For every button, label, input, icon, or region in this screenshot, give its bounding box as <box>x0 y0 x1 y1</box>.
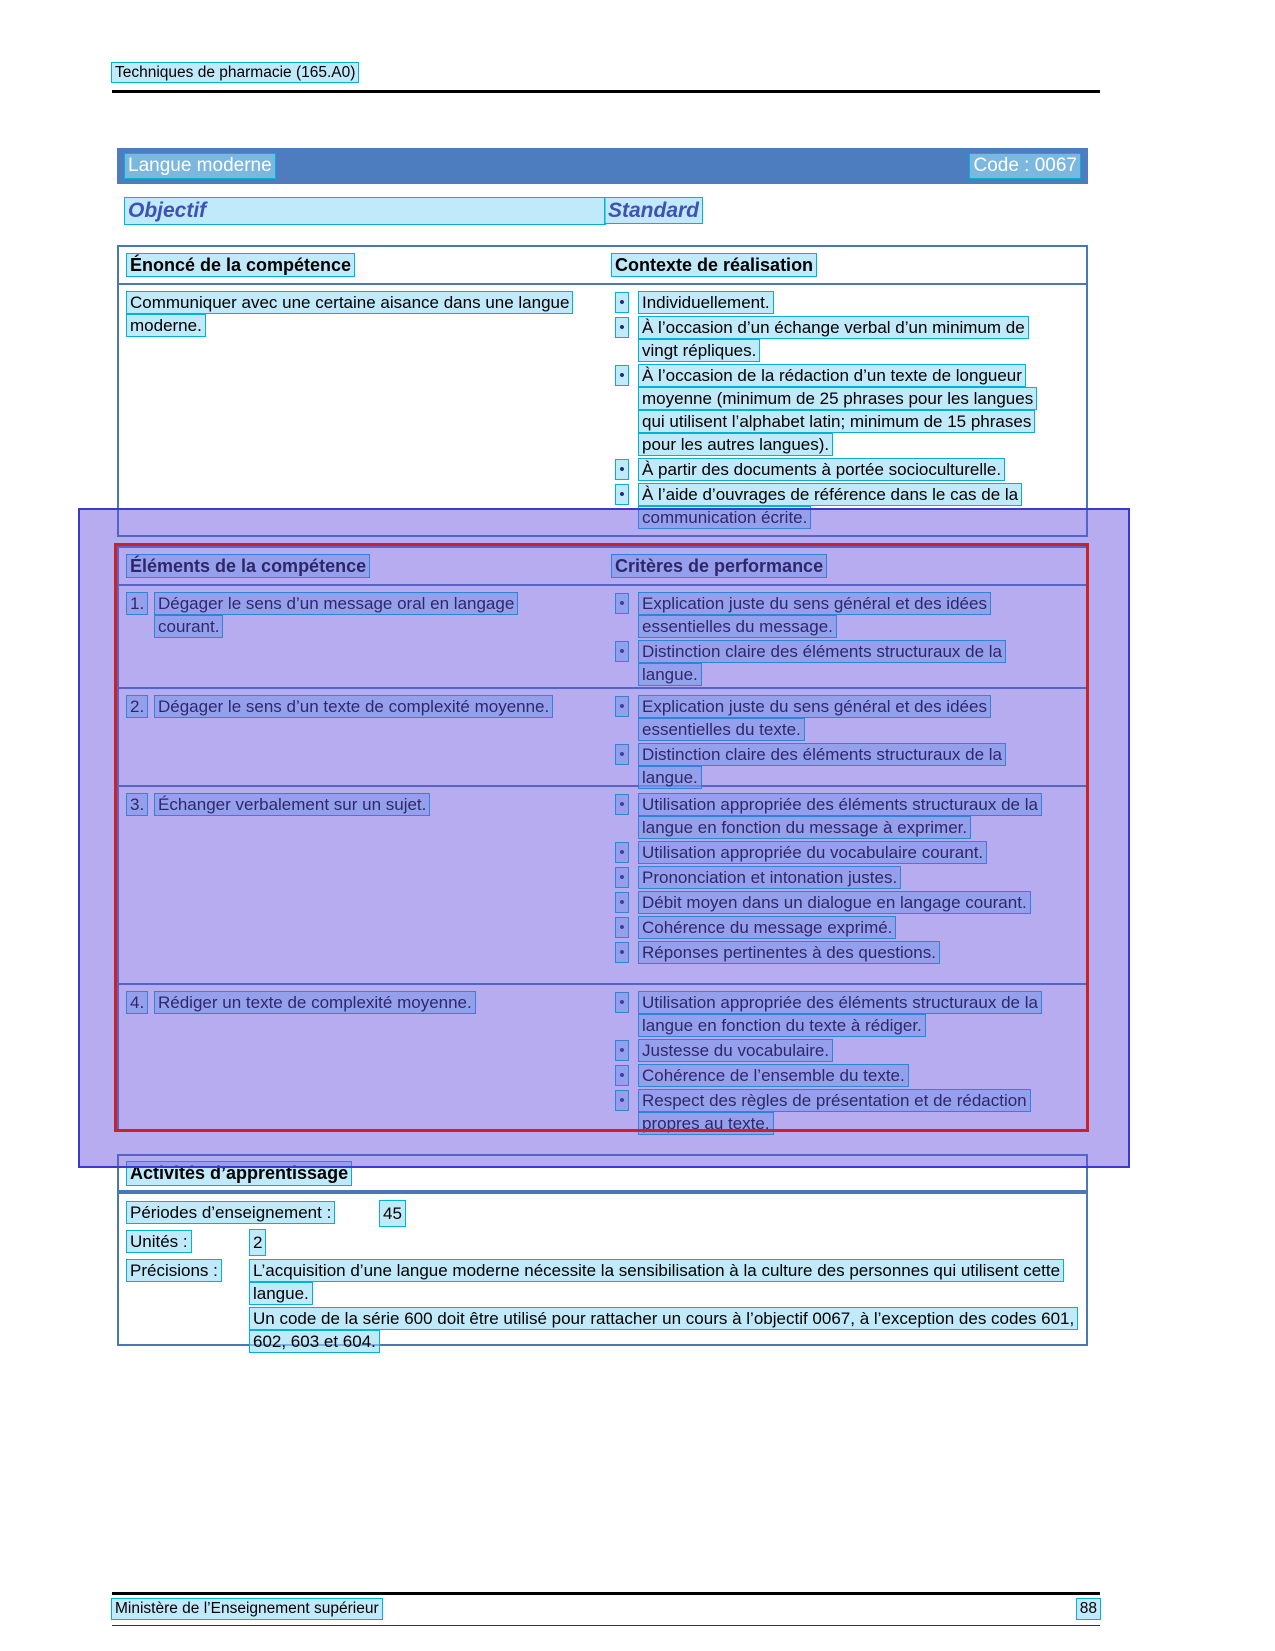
list-item <box>612 743 1080 789</box>
element-cell <box>119 787 612 983</box>
activities-title: Activités d’apprentissage <box>127 1162 351 1185</box>
criteria-item: Utilisation appropriée des éléments structuraux de la langue en fonction du texte à rédiger. <box>639 992 1041 1036</box>
element-cell <box>119 985 612 1130</box>
context-item: À l’occasion d’un échange verbal d’un minimum de vingt répliques. <box>639 317 1028 361</box>
enonce-header: Énoncé de la compétence <box>127 254 354 276</box>
table-row <box>119 787 1086 985</box>
element-number: 3. <box>127 794 147 815</box>
criteria-list <box>612 592 1080 686</box>
element-number: 4. <box>127 992 147 1013</box>
element-text: Dégager le sens d’un message oral en langage courant. <box>155 593 517 637</box>
criteria-cell <box>612 985 1086 1133</box>
list-item <box>612 941 1080 964</box>
element-text: Dégager le sens d’un texte de complexité moyenne. <box>155 696 552 717</box>
list-item <box>612 1064 1080 1087</box>
criteria-item: Débit moyen dans un dialogue en langage courant. <box>639 892 1030 913</box>
elements-header-cell <box>119 555 612 578</box>
criteria-item: Distinction claire des éléments structuraux de la langue. <box>639 744 1005 788</box>
criteria-cell <box>612 787 1086 983</box>
criteria-item: Utilisation appropriée du vocabulaire courant. <box>639 842 986 863</box>
elements-table-header-row <box>119 548 1086 586</box>
course-code: Code : 0067 <box>970 154 1080 178</box>
list-item <box>612 891 1080 914</box>
standard-heading: Standard <box>605 198 702 223</box>
table-row <box>119 689 1086 787</box>
header-rule <box>112 90 1100 93</box>
competence-table-header-row <box>119 247 1086 285</box>
competence-statement-cell <box>119 285 612 535</box>
course-title: Langue moderne <box>125 154 275 178</box>
element-text: Rédiger un texte de complexité moyenne. <box>155 992 475 1013</box>
list-item <box>612 458 1080 481</box>
criteria-item: Prononciation et intonation justes. <box>639 867 900 888</box>
footer-ministry: Ministère de l’Enseignement supérieur <box>112 1599 382 1619</box>
footer-thin-rule <box>112 1625 1100 1626</box>
units-label: Unités : <box>127 1231 191 1252</box>
criteria-item: Justesse du vocabulaire. <box>639 1040 832 1061</box>
context-item: Individuellement. <box>639 292 773 313</box>
objectif-heading: Objectif <box>125 198 605 224</box>
units-row <box>127 1230 1076 1255</box>
enonce-header-cell <box>119 254 612 277</box>
criteria-list <box>612 695 1080 789</box>
context-item: À l’aide d’ouvrages de référence dans le cas de la communication écrite. <box>639 484 1021 528</box>
criteria-list <box>612 793 1080 964</box>
precisions-paragraph: L’acquisition d’une langue moderne nécessite la sensibilisation à la culture des personnes qui utilisent cette langue. <box>250 1260 1063 1304</box>
list-item <box>612 592 1080 638</box>
criteria-item: Réponses pertinentes à des questions. <box>639 942 939 963</box>
criteria-cell <box>612 689 1086 785</box>
list-item <box>612 866 1080 889</box>
criteria-cell <box>612 586 1086 687</box>
element-number: 2. <box>127 696 147 717</box>
footer-rule <box>112 1592 1100 1595</box>
list-item <box>612 841 1080 864</box>
elements-table <box>117 546 1088 1132</box>
list-item <box>612 793 1080 839</box>
criteria-list <box>612 991 1080 1135</box>
criteria-item: Distinction claire des éléments structuraux de la langue. <box>639 641 1005 685</box>
context-item: À partir des documents à portée socioculturelle. <box>639 459 1004 480</box>
contexte-header-cell <box>612 254 1086 277</box>
criteria-item: Explication juste du sens général et des idées essentielles du message. <box>639 593 990 637</box>
list-item <box>612 695 1080 741</box>
activities-details-box <box>117 1192 1088 1351</box>
criteria-item: Respect des règles de présentation et de rédaction propres au texte. <box>639 1090 1030 1134</box>
list-item <box>612 1039 1080 1062</box>
periods-label: Périodes d’enseignement : <box>127 1202 334 1223</box>
periods-row <box>127 1201 1076 1226</box>
criteria-item: Cohérence de l’ensemble du texte. <box>639 1065 908 1086</box>
competence-table <box>117 245 1088 537</box>
precisions-row <box>127 1259 1076 1355</box>
list-item <box>612 291 1080 314</box>
section-headings <box>125 198 702 224</box>
document-footer <box>112 1599 1100 1619</box>
criteres-header-cell <box>612 555 1086 578</box>
list-item <box>612 483 1080 529</box>
criteria-item: Explication juste du sens général et des idées essentielles du texte. <box>639 696 990 740</box>
program-title: Techniques de pharmacie (165.A0) <box>112 63 358 82</box>
precisions-text <box>250 1259 1076 1355</box>
contexte-header: Contexte de réalisation <box>612 254 816 276</box>
element-text: Échanger verbalement sur un sujet. <box>155 794 429 815</box>
units-value: 2 <box>250 1230 265 1255</box>
table-row <box>119 985 1086 1133</box>
precisions-label: Précisions : <box>127 1260 221 1281</box>
document-header <box>112 64 358 82</box>
course-title-bar <box>117 148 1088 184</box>
list-item <box>612 640 1080 686</box>
activities-header-box <box>117 1154 1088 1192</box>
criteres-header: Critères de performance <box>612 555 826 577</box>
competence-statement: Communiquer avec une certaine aisance dans une langue moderne. <box>127 292 572 336</box>
list-item <box>612 364 1080 456</box>
context-item: À l’occasion de la rédaction d’un texte de longueur moyenne (minimum de 25 phrases pour les langues qui utilisent l’alphabet latin; minimum de 15 phrases pour les autres langues). <box>639 365 1036 455</box>
competence-table-body-row <box>119 285 1086 535</box>
element-cell <box>119 586 612 687</box>
list-item <box>612 316 1080 362</box>
list-item <box>612 991 1080 1037</box>
context-cell <box>612 285 1086 535</box>
table-row <box>119 586 1086 689</box>
element-cell <box>119 689 612 785</box>
element-number: 1. <box>127 593 147 614</box>
elements-header: Éléments de la compétence <box>127 555 369 577</box>
list-item <box>612 916 1080 939</box>
precisions-paragraph: Un code de la série 600 doit être utilisé pour rattacher un cours à l’objectif 0067, à l’exception des codes 601, 602, 603 et 604. <box>250 1308 1077 1352</box>
criteria-item: Utilisation appropriée des éléments structuraux de la langue en fonction du message à exprimer. <box>639 794 1041 838</box>
periods-value: 45 <box>380 1201 405 1226</box>
context-list <box>612 291 1080 529</box>
list-item <box>612 1089 1080 1135</box>
criteria-item: Cohérence du message exprimé. <box>639 917 895 938</box>
page-number: 88 <box>1077 1599 1100 1619</box>
